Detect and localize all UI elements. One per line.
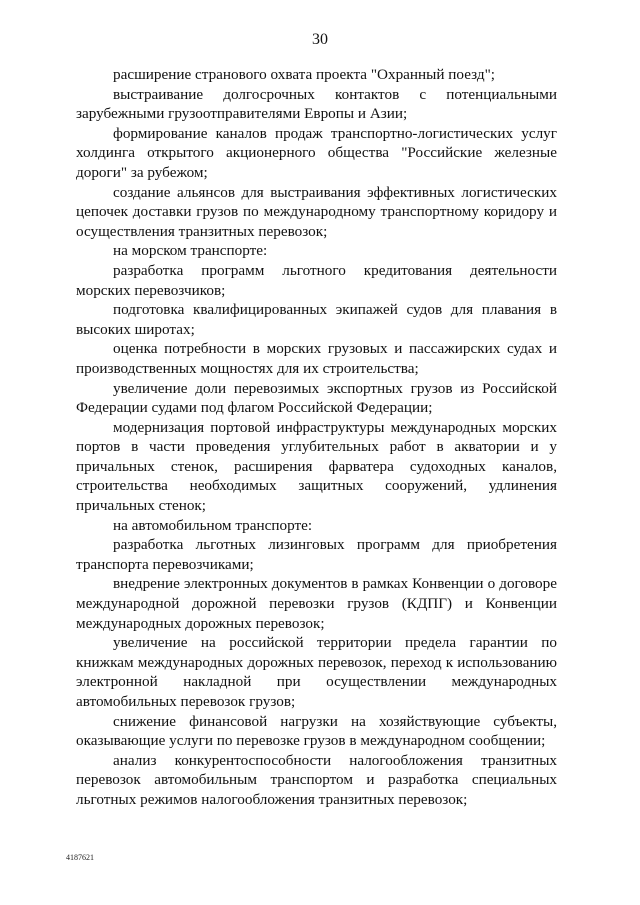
paragraph: разработка льготных лизинговых программ для приобретения транспорта перевозчиками; (76, 536, 557, 573)
paragraph: увеличение доли перевозимых экспортных грузов из Российской Федерации судами под флагом Российской Федерации; (76, 379, 557, 417)
paragraph: выстраивание долгосрочных контактов с потенциальными зарубежными грузоотправителями Европы и Азии; (76, 85, 557, 123)
section-heading-road: на автомобильном транспорте: (113, 516, 313, 534)
paragraph: разработка программ льготного кредитования деятельности морских перевозчиков; (76, 261, 557, 299)
paragraph: расширение странового охвата проекта "Охранный поезд"; (113, 66, 496, 83)
section-heading-maritime: на морском транспорте: (113, 242, 268, 260)
paragraph: подготовка квалифицированных экипажей судов для плавания в высоких широтах; (76, 301, 557, 338)
paragraph: формирование каналов продаж транспортно-логистических услуг холдинга открытого акционерного общества "Российские железные дороги" за рубежом; (76, 124, 557, 181)
paragraph: оценка потребности в морских грузовых и пассажирских судах и производственных мощностях для их строительства; (76, 340, 557, 377)
paragraph: модернизация портовой инфраструктуры международных морских портов в части проведения углубительных работ в акватории и у причальных стенок, расширения фарватера судоходных каналов, строительства необходимых защитных сооружений, удлинения причальных стенок; (76, 418, 557, 515)
paragraph: анализ конкурентоспособности налогообложения транзитных перевозок автомобильным транспортом и разработка специальных льготных режимов налогообложения транзитных перевозок; (76, 751, 557, 808)
paragraph: внедрение электронных документов в рамках Конвенции о договоре международной дорожной перевозки грузов (КДПГ) и Конвенции международных дорожных перевозок; (76, 575, 557, 632)
paragraph: увеличение на российской территории предела гарантии по книжкам международных дорожных перевозок, переход к использованию электронной накладной при осуществлении международных автомобильных перевозок грузов; (76, 634, 557, 710)
paragraph: снижение финансовой нагрузки на хозяйствующие субъекты, оказывающие услуги по перевозке грузов в международном сообщении; (76, 712, 557, 750)
document-body (76, 65, 557, 810)
paragraph: создание альянсов для выстраивания эффективных логистических цепочек доставки грузов по международному транспортному коридору и осуществления транзитных перевозок; (76, 183, 557, 240)
document-code: 4187621 (66, 853, 94, 862)
page-number: 30 (312, 31, 328, 48)
